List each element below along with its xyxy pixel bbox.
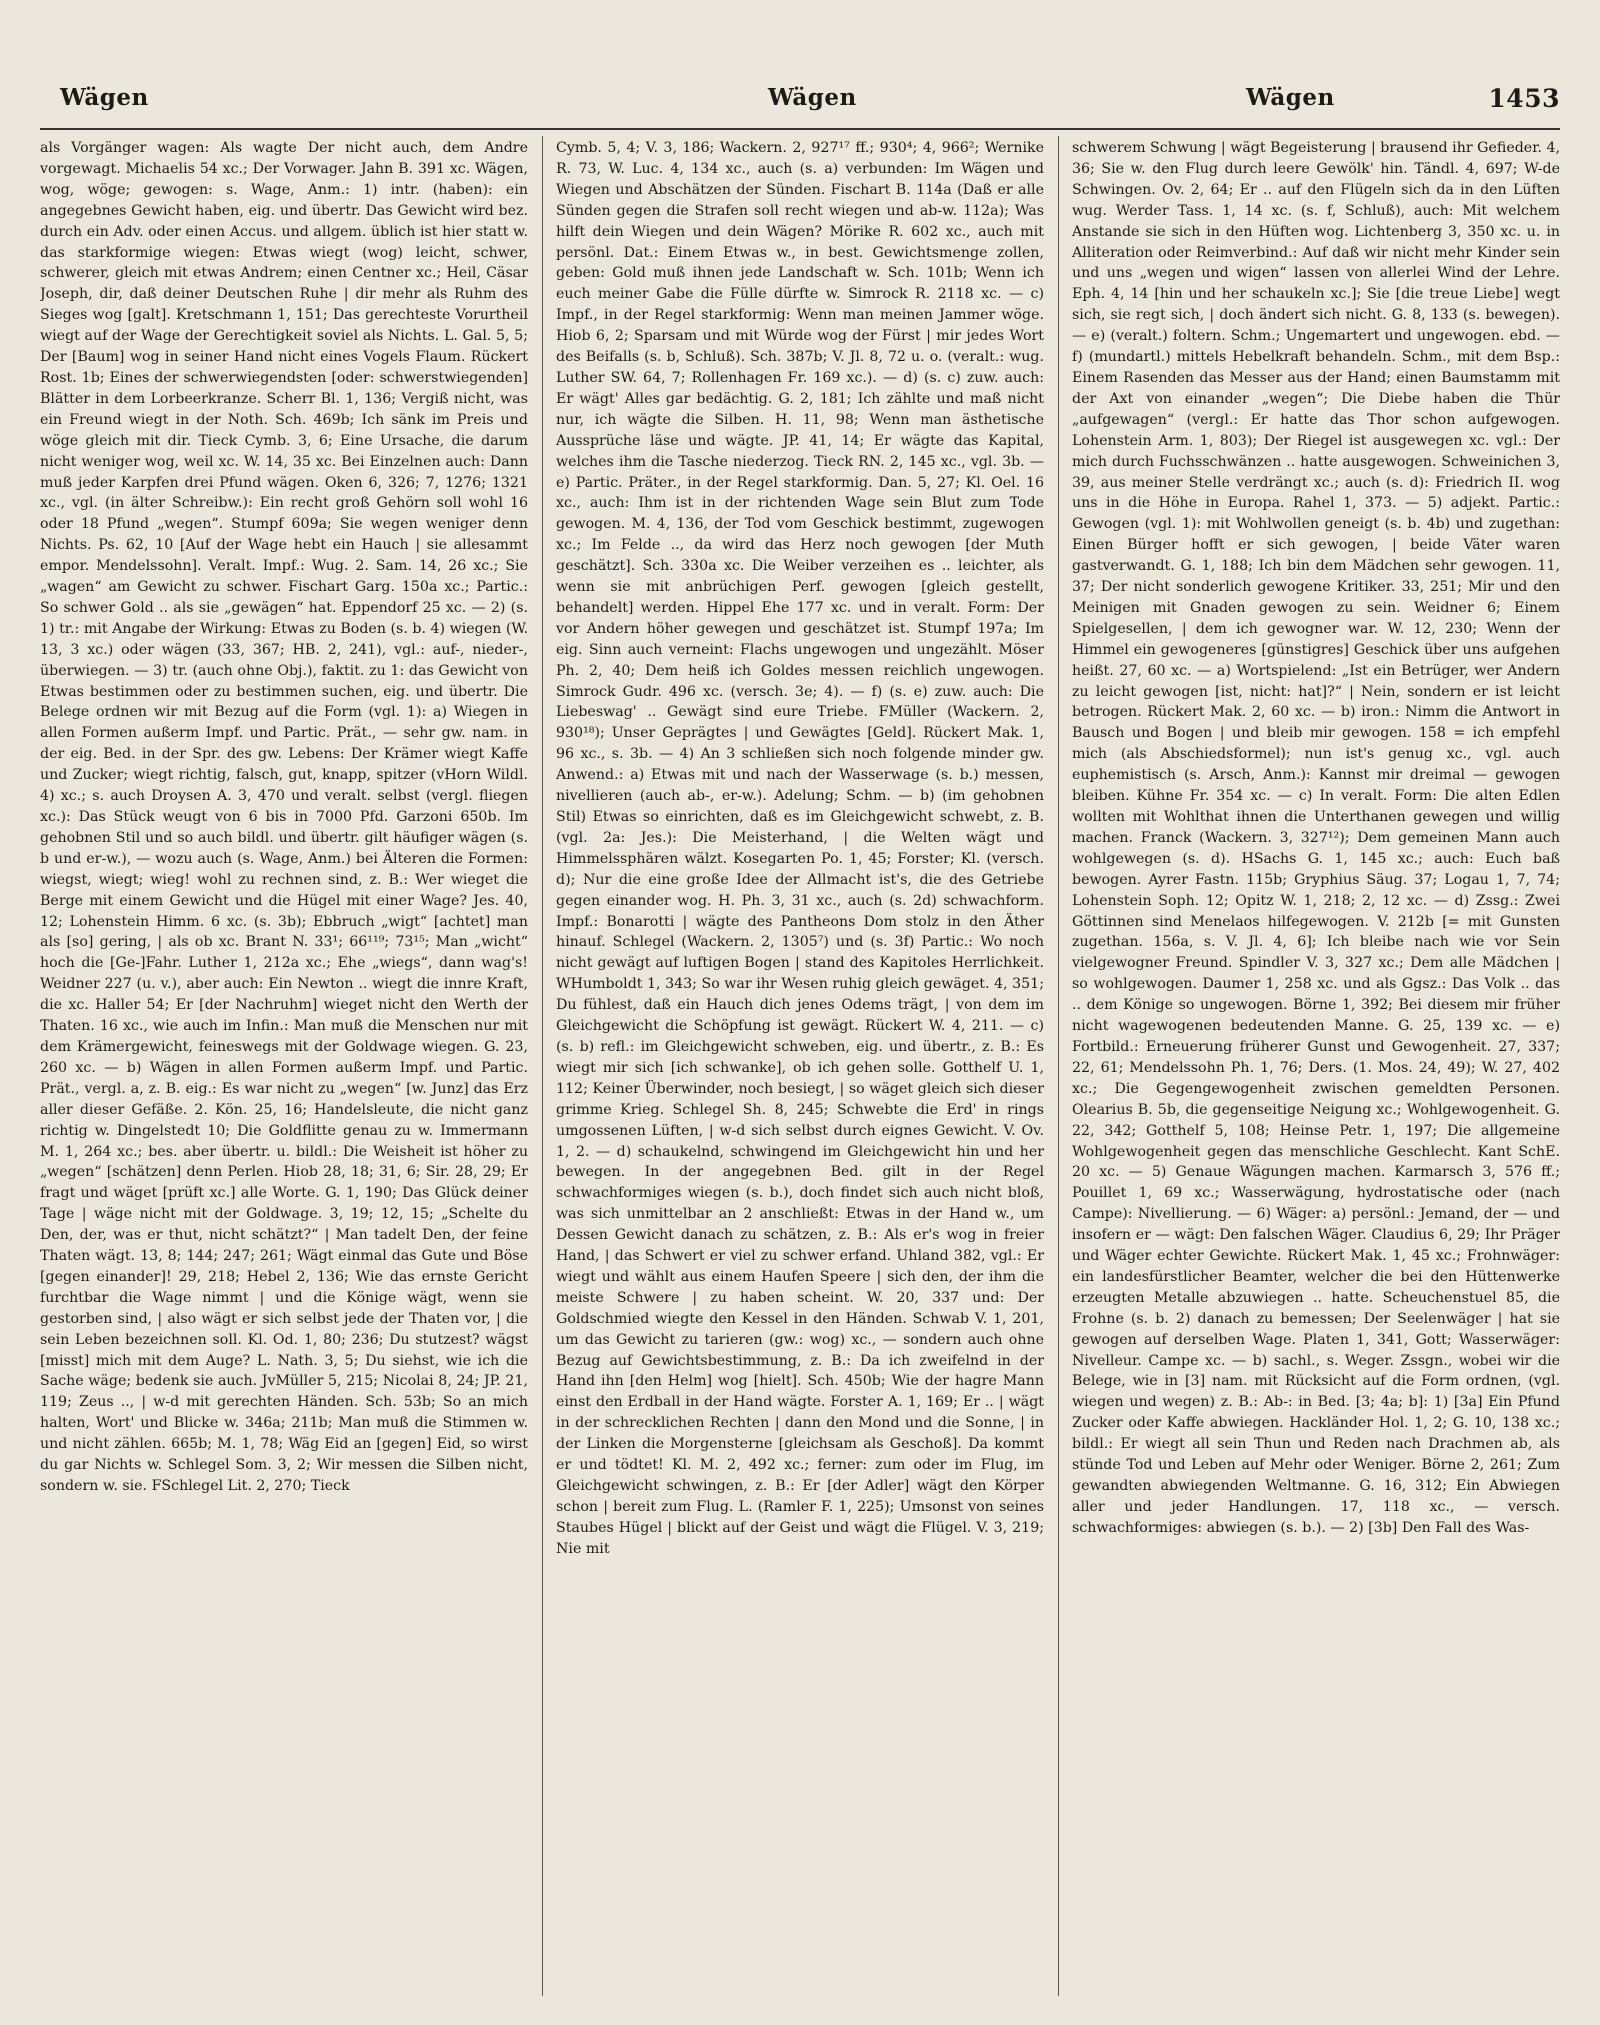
header-rule [40,128,1560,130]
header-left-catchword: Wägen [60,84,149,111]
header-center-catchword: Wägen [768,84,857,111]
column-3-text: schwerem Schwung | wägt Begeisterung | brausend ihr Gefieder. 4, 36; Sie w. den Flug durch leere Gewölk' hin. Tändl. 4, 697; W-de Schwingen. Ov. 2, 64; Er .. auf den Flügeln sich da in den Lüften wug. Werder Tass. 1, 14 xc. (s. f, Schluß), auch: Mit welchem Anstande sie sich in den Hüften wog. Lichtenberg 3, 350 xc. u. in Alliteration oder Reimverbind.: Auf daß wir nicht mehr Kinder sein und uns „wegen und wigen“ lassen von allerlei Wind der Lehre. Eph. 4, 14 [hin und her schaukeln xc.]; Sie [die treue Liebe] wegt sich, sie regt sich, | doch ändert sich nicht. G. 8, 133 (s. bewegen). — e) (veralt.) foltern. Schm.; Ungemartert und ungewogen. ebd. — f) (mundartl.) mittels Hebelkraft behandeln. Schm., mit dem Bsp.: Einem Rasenden das Messer aus der Hand; einen Baumstamm mit der Axt von einander „wegen“; Die Diebe haben die Thür „aufgewagen“ (vergl.: Er hatte das Thor schon aufgewogen. Lohenstein Arm. 1, 803); Der Riegel ist ausgewegen xc. vgl.: Der mich durch Fuchsschwänzen .. hatte ausgewogen. Schweinichen 3, 39, aus meiner Stelle verdrängt xc.; auch (s. d): Friedrich II. wog uns in die Höhe in Europa. Rahel 1, 373. — 5) adjekt. Partic.: Gewogen (vgl. 1): mit Wohlwollen geneigt (s. b. 4b) und zugethan: Einen Bürger hofft er sich gewogen, | beide Väter waren gastverwandt. G. 1, 188; Ich bin dem Mädchen sehr gewogen. 11, 37; Der nicht sonderlich gewogene Kritiker. 33, 251; Mir und den Meinigen mit Gnaden gewogen zu sein. Weidner 6; Einem Spielgesellen, | dem ich gewogner war. W. 12, 230; Wenn der Himmel ein gewogeneres [günstigres] Geschick über uns aufgehen heißt. 27, 60 xc. — a) Wortspielend: „Ist ein Betrüger, wer Andern zu leicht gewogen [ist, nicht: hat]?“ | Nein, sondern er ist leicht betrogen. Rückert Mak. 2, 60 xc. — b) iron.: Nimm die Antwort in Bausch und Bogen | und bleib mir gewogen. 158 = ich empfehl mich (als Abschiedsformel); nun ist's genug xc., vgl. auch euphemistisch (s. Arsch, Anm.): Kannst mir dreimal — gewogen bleiben. Kühne Fr. 354 xc. — c) In veralt. Form: Die alten Edlen wollten mit Wohlthat ihnen die Unterthanen gewegen und willig machen. Franck (Wackern. 3, 327¹²); Dem gemeinen Mann auch wohlgewegen (s. d). HSachs G. 1, 145 xc.; auch: Euch baß bewogen. Ayrer Fastn. 115b; Gryphius Säug. 37; Logau 1, 7, 74; Lohenstein Soph. 12; Opitz W. 1, 218; 2, 12 xc. — d) Zssg.: Zwei Göttinnen sind Menelaos hilfegewogen. V. 212b [= mit Gunsten zugethan. 156a, s. V. Jl. 4, 6]; Ich bleibe nach wie vor Sein vielgewogner Freund. Spindler V. 3, 327 xc.; Dem alle Mädchen | so wohlgewogen. Daumer 1, 258 xc. und als Ggsz.: Das Volk .. das .. dem Könige so ungewogen. Börne 1, 392; Bei diesem mir früher nicht wagewogenen bedeutenden Manne. G. 25, 139 xc. — e) Fortbild.: Erneuerung früherer Gunst und Gewogenheit. 27, 337; 22, 61; Mendelssohn Ph. 1, 76; Ders. (1. Mos. 24, 49); W. 27, 402 xc.; Die Gegengewogenheit zwischen gemeldten Personen. Olearius B. 5b, die gegenseitige Neigung xc.; Wohlgewogenheit. G. 22, 342; Gotthelf 5, 108; Heinse Petr. 1, 197; Die allgemeine Wohlgewogenheit gegen das menschliche Geschlecht. Kant SchE. 20 xc. — 5) Genaue Wägungen machen. Karmarsch 3, 576 ff.; Pouillet 1, 69 xc.; Wasserwägung, hydrostatische oder (nach Campe): Nivellierung. — 6) Wäger: a) persönl.: Jemand, der — und insofern er — wägt: Den falschen Wäger. Claudius 6, 29; Ihr Präger und Wäger echter Gewichte. Rückert Mak. 1, 45 xc.; Frohnwäger: ein landesfürstlicher Beamter, welcher die bei den Hüttenwerke erzeugten Metalle abzuwiegen .. hatte. Scheuchenstuel 85, die Frohne (s. b. 2) danach zu bemessen; Der Seelenwäger | hat sie gewogen auf derselben Wage. Platen 1, 341, Gott; Wasserwäger: Nivelleur. Campe xc. — b) sachl., s. Weger. Zssgn., wobei wir die Belege, wie in [3] nam. mit Rücksicht auf die Form ordnen, (vgl. wiegen und wegen) z. B.: Ab-: in Bed. [3; 4a; b]: 1) [3a] Ein Pfund Zucker oder Kaffe abwiegen. Hackländer Hol. 1, 2; G. 10, 138 xc.; bildl.: Er wiegt all sein Thun und Reden nach Drachmen ab, als stünde Tod und Leben auf Mehr oder Weniger. Börne 2, 261; Zum gewandten abwiegenden Weltmanne. G. 16, 312; Ein Abwiegen aller und jeder Handlungen. 17, 118 xc., — versch. schwachformiges: abwiegen (s. b.). — 2) [3b] Den Fall des Was- [1072,140,1560,1536]
page-number: 1453 [1488,84,1560,113]
dictionary-column-1 [40,138,528,1998]
dictionary-column-3 [1072,138,1560,1998]
column-divider-1 [542,136,543,1996]
column-1-text: als Vorgänger wagen: Als wagte Der nicht auch, dem Andre vorgewagt. Michaelis 54 xc.; Der Vorwager. Jahn B. 391 xc. Wägen, wog, wöge; gewogen: s. Wage, Anm.: 1) intr. (haben): ein angegebnes Gewicht haben, eig. und übertr. Das Gewicht wird bez. durch ein Adv. oder einen Accus. und allgem. üblich ist hier statt w. das starkformige wiegen: Etwas wiegt (wog) leicht, schwer, schwerer, gleich mit etwas Andrem; einen Centner xc.; Heil, Cäsar Joseph, dir, daß deiner Deutschen Ruhe | dir mehr als Ruhm des Sieges wog [galt]. Kretschmann 1, 151; Das gerechteste Vorurtheil wiegt auf der Wage der Gerechtigkeit soviel als Nichts. L. Gal. 5, 5; Der [Baum] wog in seiner Hand nicht eines Vogels Flaum. Rückert Rost. 1b; Eines der schwerwiegendsten [oder: schwerstwiegenden] Blätter in dem Lorbeerkranze. Scherr Bl. 1, 136; Vergiß nicht, was ein Freund wiegt in der Noth. Sch. 469b; Ich sänk im Preis und wöge gleich mit dir. Tieck Cymb. 3, 6; Eine Ursache, die darum nicht weniger wog, weil xc. W. 14, 35 xc. Bei Einzelnen auch: Dann muß jeder Karpfen drei Pfund wägen. Oken 6, 326; 7, 1276; 1321 xc., vgl. (in älter Schreibw.): Ein recht groß Gehörn soll wohl 16 oder 18 Pfund „wegen“. Stumpf 609a; Sie wegen weniger denn Nichts. Ps. 62, 10 [Auf der Wage hebt ein Hauch | sie allesammt empor. Mendelssohn]. Veralt. Impf.: Wug. 2. Sam. 14, 26 xc.; Sie „wagen“ am Gewicht zu schwer. Fischart Garg. 150a xc.; Partic.: So schwer Gold .. als sie „gewägen“ hat. Eppendorf 25 xc. — 2) (s. 1) tr.: mit Angabe der Wirkung: Etwas zu Boden (s. b. 4) wiegen (W. 13, 3 xc.) oder wägen (33, 367; HB. 2, 241), vgl.: auf-, nieder-, überwiegen. — 3) tr. (auch ohne Obj.), faktit. zu 1: das Gewicht von Etwas bestimmen oder zu bestimmen suchen, eig. und übertr. Die Belege ordnen wir mit Bezug auf die Form (vgl. 1): a) Wiegen in allen Formen außerm Impf. und Partic. Prät., — sehr gw. nam. in der eig. Bed. in der Spr. des gw. Lebens: Der Krämer wiegt Kaffe und Zucker; wiegt richtig, falsch, gut, knapp, spitzer (vHorn Wildl. 4) xc.; s. auch Droysen A. 3, 470 und veralt. selbst (vergl. fliegen xc.): Das Stück weugt von 6 bis in 7000 Pfd. Garzoni 650b. Im gehobnen Stil und so auch bildl. und übertr. gilt häufiger wägen (s. b und er-w.), — wozu auch (s. Wage, Anm.) bei Älteren die Formen: wiegst, wiegt; wieg! wohl zu rechnen sind, z. B.: Wer wieget die Berge mit einem Gewicht und die Hügel mit einer Wage? Jes. 40, 12; Lohenstein Himm. 6 xc. (s. 3b); Ebbruch „wigt“ [achtet] man als [so] gering, | als ob xc. Brant N. 33¹; 66¹¹⁹; 73¹⁵; Man „wicht“ hoch die [Ge-]Fahr. Luther 1, 212a xc.; Ehe „wiegs“, dann wag's! Weidner 227 (u. v.), aber auch: Ein Newton .. wiegt die innre Kraft, die xc. Haller 54; Er [der Nachruhm] wieget nicht den Werth der Thaten. 16 xc., wie auch im Infin.: Man muß die Menschen nur mit dem Krämergewicht, feineswegs mit der Goldwage wiegen. G. 23, 260 xc. — b) Wägen in allen Formen außerm Impf. und Partic. Prät., vergl. a, z. B. eig.: Es war nicht zu „wegen“ [w. Junz] das Erz aller dieser Gefäße. 2. Kön. 25, 16; Handelsleute, die nicht ganz richtig w. Dingelstedt 10; Die Goldflitte genau zu w. Immermann M. 1, 264 xc.; bes. aber übertr. u. bildl.: Die Weisheit ist höher zu „wegen“ [schätzen] denn Perlen. Hiob 28, 18; 31, 6; Sir. 28, 29; Er fragt und wäget [prüft xc.] alle Worte. G. 1, 190; Das Glück deiner Tage | wäge nicht mit der Goldwage. 3, 19; 12, 15; „Schelte du Den, der, was er thut, nicht schätzt?“ | Man tadelt Den, der feine Thaten wägt. 13, 8; 144; 247; 261; Wägt einmal das Gute und Böse [gegen einander]! 29, 218; Hebel 2, 136; Wie das ernste Gericht furchtbar die Wage nimmt | und die Könige wägt, wenn sie gestorben sind, | also wägt er sich selbst jede der Thaten vor, | die sein Leben bezeichnen soll. Kl. Od. 1, 80; 236; Du stutzest? wägst [misst] mich mit dem Auge? L. Nath. 3, 5; Du siehst, wie ich die Sache wäge; bedenk sie auch. JvMüller 5, 215; Nicolai 8, 24; JP. 21, 119; Zeus .., | w-d mit gerechten Händen. Sch. 53b; So an mich halten, Wort' und Blicke w. 346a; 211b; Man muß die Stimmen w. und nicht zählen. 665b; M. 1, 78; Wäg Eid an [gegen] Eid, so wirst du gar Nichts w. Schlegel Som. 3, 2; Wir messen die Silben nicht, sondern w. sie. FSchlegel Lit. 2, 270; Tieck [40,140,528,1494]
page-header [40,84,1560,120]
column-divider-2 [1058,136,1059,1996]
dictionary-column-2 [556,138,1044,1998]
header-right-catchword: Wägen [1246,84,1335,111]
column-2-text: Cymb. 5, 4; V. 3, 186; Wackern. 2, 927¹⁷ ff.; 930⁴; 4, 966²; Wernike R. 73, W. Luc. 4, 134 xc., auch (s. a) verbunden: Im Wägen und Wiegen und Abschätzen der Sünden. Fischart B. 114a (Daß er alle Sünden gegen die Strafen soll recht wiegen und ab-w. 112a); Was hilft dein Wiegen und dein Wägen? Mörike R. 602 xc., auch mit persönl. Dat.: Einem Etwas w., in best. Gewichtsmenge zollen, geben: Gold muß ihnen jede Landschaft w. Sch. 101b; Wenn ich euch meiner Gabe die Fülle dürfte w. Simrock R. 2118 xc. — c) Impf., in der Regel starkformig: Wenn man meinen Jammer wöge. Hiob 6, 2; Sparsam und mit Würde wog der Fürst | mir jedes Wort des Beifalls (s. b, Schluß). Sch. 387b; V. Jl. 8, 72 u. o. (veralt.: wug. Luther SW. 64, 7; Rollenhagen Fr. 169 xc.). — d) (s. c) zuw. auch: Er wägt' Alles gar bedächtig. G. 2, 181; Ich zählte und maß nicht nur, ich wägte die Silben. H. 11, 98; Wenn man ästhetische Aussprüche läse und wägte. JP. 41, 14; Er wägte das Kapital, welches ihm die Tasche niederzog. Tieck RN. 2, 145 xc., vgl. 3b. — e) Partic. Präter., in der Regel starkformig. Dan. 5, 27; Kl. Oel. 16 xc., auch: Ihm ist in der richtenden Wage sein Blut zum Tode gewogen. M. 4, 136, der Tod vom Geschick bestimmt, zugewogen xc.; Im Felde .., da wird das Herz noch gewogen [der Muth geschätzt]. Sch. 330a xc. Die Weiber verzeihen es .. leichter, als wenn sie mit anbrüchigen Perf. gewogen [gleich gestellt, behandelt] werden. Hippel Ehe 177 xc. und in veralt. Form: Der vor Andern höher gewegen und geschätzet ist. Stumpf 197a; Im eig. Sinn auch verneint: Flachs ungewogen und ungezählt. Möser Ph. 2, 40; Dem heiß ich Goldes messen reichlich ungewogen. Simrock Gudr. 496 xc. (versch. 3e; 4). — f) (s. e) zuw. auch: Die Liebeswag' .. Gewägt sind eure Triebe. FMüller (Wackern. 2, 930¹⁸); Unser Geprägtes | und Gewägtes [Geld]. Rückert Mak. 1, 96 xc., s. 3b. — 4) An 3 schließen sich noch folgende minder gw. Anwend.: a) Etwas mit und nach der Wasserwage (s. b.) messen, nivellieren (auch ab-, er-w.). Adelung; Schm. — b) (im gehobnen Stil) Etwas so einrichten, daß es im Gleichgewicht schwebt, z. B. (vgl. 2a: Jes.): Die Meisterhand, | die Welten wägt und Himmelssphären wälzt. Kosegarten Po. 1, 45; Forster; Kl. (versch. d); Nur die eine große Idee der Allmacht ist's, die des Getriebe gegen einander wog. H. Ph. 3, 31 xc., auch (s. 2d) schwachform. Impf.: Bonarotti | wägte des Pantheons Dom stolz in den Äther hinauf. Schlegel (Wackern. 2, 1305⁷) und (s. 3f) Partic.: Wo noch nicht gewägt auf luftigen Bogen | stand des Kapitoles Herrlichkeit. WHumboldt 1, 343; So war ihr Wesen ruhig gleich gewäget. 4, 351; Du fühlest, daß ein Hauch dich jenes Odems trägt, | von dem im Gleichgewicht die Schöpfung ist gewägt. Rückert W. 4, 211. — c) (s. b) refl.: im Gleichgewicht schweben, eig. und übertr., z. B.: Es wiegt mir sich [ich schwanke], ob ich gehen solle. Gotthelf U. 1, 112; Keiner Überwinder, noch besiegt, | so wäget gleich sich dieser grimme Krieg. Schlegel Sh. 8, 245; Schwebte die Erd' in rings umgossenen Lüften, | w-d sich selbst durch eignes Gewicht. V. Ov. 1, 2. — d) schaukelnd, schwingend im Gleichgewicht hin und her bewegen. In der angegebnen Bed. gilt in der Regel schwachformiges wiegen (s. b.), doch findet sich auch nicht bloß, was sich unmittelbar an 2 anschließt: Etwas in der Hand w., um Dessen Gewicht danach zu schätzen, z. B.: Als er's wog in freier Hand, | das Schwert er viel zu schwer erfand. Uhland 382, vgl.: Er wiegt und wählt aus einem Haufen Speere | sich den, der ihm die meiste Schwere | zu haben scheint. W. 20, 337 und: Der Goldschmied wiegte den Kessel in den Händen. Schwab V. 1, 201, um das Gewicht zu tarieren (gw.: wog) xc., — sondern auch ohne Bezug auf Gewichtsbestimmung, z. B.: Da ich zweifelnd in der Hand ihn [den Helm] wog [hielt]. Sch. 450b; Wie der hagre Mann einst den Erdball in der Hand wägte. Forster A. 1, 169; Er .. | wägt in der schrecklichen Rechten | dann den Mond und die Sonne, | in der Linken die Morgensterne [gleichsam als Geschoß]. Da kommt er und tödtet! Kl. M. 2, 492 xc.; ferner: zum oder im Flug, im Gleichgewicht schwingen, z. B.: Er [der Adler] wägt den Körper schon | bereit zum Flug. L. (Ramler F. 1, 225); Umsonst von seines Staubes Hügel | blickt auf der Geist und wägt die Flügel. V. 3, 219; Nie mit [556,140,1044,1557]
